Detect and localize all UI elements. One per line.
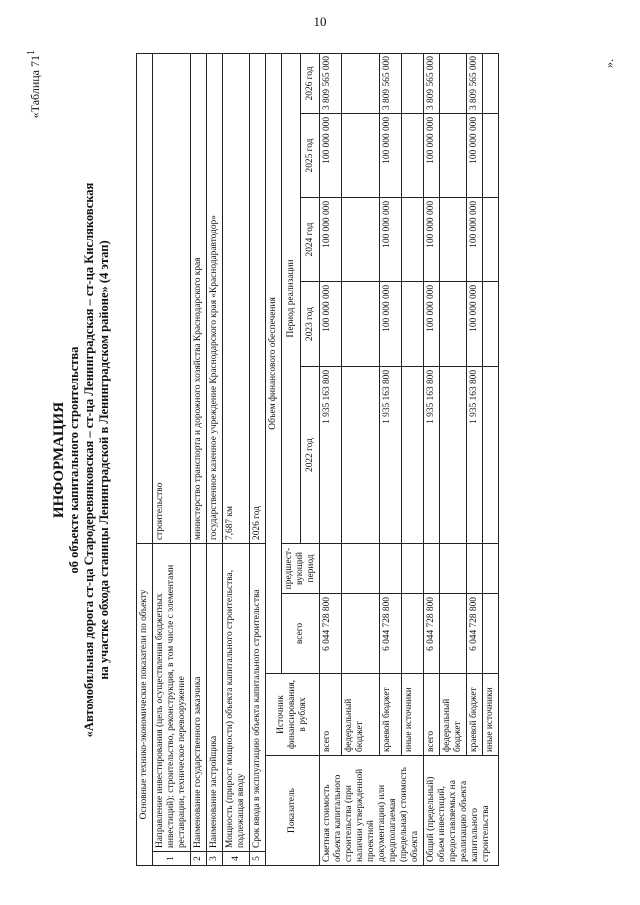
year-header: 2023 год xyxy=(301,281,320,366)
year-value xyxy=(440,366,467,543)
funding-source: краевой бюджет xyxy=(379,674,401,756)
row-label: Наименование государственного заказчика xyxy=(191,543,207,851)
row-value: 7,687 км xyxy=(223,53,250,543)
finance-row xyxy=(483,53,499,865)
total-value: 6 044 728 800 xyxy=(424,594,440,674)
row-number: 5 xyxy=(250,852,266,866)
row-value: 2026 год xyxy=(250,53,266,543)
year-value: 100 000 000 xyxy=(467,113,483,197)
year-value xyxy=(483,366,499,543)
row-label: Срок ввода в эксплуатацию объекта капитального строительства xyxy=(250,543,266,851)
info-row xyxy=(223,53,250,865)
year-value xyxy=(401,113,423,197)
funding-source: иные источники xyxy=(483,674,499,756)
main-indicators-header: Основные технико-экономические показатели по объекту xyxy=(137,543,153,865)
year-value: 100 000 000 xyxy=(320,113,342,197)
funding-source: всего xyxy=(320,674,342,756)
year-header: 2026 год xyxy=(301,53,320,113)
row-value: государственное казенное учреждение Краснодарского края «Краснодаравтодор» xyxy=(207,53,223,543)
prev-period-value xyxy=(379,543,401,593)
year-value: 100 000 000 xyxy=(467,197,483,281)
year-value xyxy=(342,53,379,113)
year-value: 100 000 000 xyxy=(467,281,483,366)
total-value: 6 044 728 800 xyxy=(320,594,342,674)
row-number: 1 xyxy=(153,852,191,866)
year-value xyxy=(342,366,379,543)
info-row xyxy=(207,53,223,865)
year-value: 3 809 565 000 xyxy=(320,53,342,113)
total-value xyxy=(440,594,467,674)
year-value: 100 000 000 xyxy=(320,197,342,281)
total-value xyxy=(483,594,499,674)
funding-source: иные источники xyxy=(401,674,423,756)
year-value: 1 935 163 800 xyxy=(467,366,483,543)
year-header: 2025 год xyxy=(301,113,320,197)
info-row xyxy=(191,53,207,865)
row-number: 3 xyxy=(207,852,223,866)
year-value xyxy=(483,113,499,197)
year-value xyxy=(342,113,379,197)
prev-period-value xyxy=(440,543,467,593)
year-value xyxy=(401,281,423,366)
object-name-line-1: «Автомобильная дорога ст-ца Стародеревянковская – ст-ца Ленинградская – ст-ца Кисляковская xyxy=(82,182,96,738)
indicator-label: Общий (предельный) объем инвестиций, предоставляемых на реализацию объекта капитального строительства xyxy=(424,756,499,866)
period-header: Период реализации xyxy=(282,53,301,543)
total-value xyxy=(342,594,379,674)
finance-row xyxy=(342,53,379,865)
closing-mark: ». xyxy=(602,59,616,68)
total-value xyxy=(401,594,423,674)
year-header: 2024 год xyxy=(301,197,320,281)
page-number: 10 xyxy=(313,14,327,29)
info-row xyxy=(153,53,191,865)
prev-period-header: предшест-вующий период xyxy=(282,543,320,593)
finance-row xyxy=(424,53,440,865)
prev-period-value xyxy=(424,543,440,593)
finance-row xyxy=(379,53,401,865)
total-value: 6 044 728 800 xyxy=(467,594,483,674)
total-value: 6 044 728 800 xyxy=(379,594,401,674)
row-label: Мощность (прирост мощности) объекта капитального строительства, подлежащая вводу xyxy=(223,543,250,851)
year-value xyxy=(483,197,499,281)
table-label: «Таблица $71^1$ xyxy=(26,50,42,119)
object-name-line-2: на участке обхода станицы Ленинградской в Ленинградском районе» (4 этап) xyxy=(97,240,111,680)
finance-row xyxy=(467,53,483,865)
year-value: 100 000 000 xyxy=(320,281,342,366)
row-label: Наименование застройщика xyxy=(207,543,223,851)
year-value xyxy=(483,281,499,366)
row-number: 4 xyxy=(223,852,250,866)
year-value: 100 000 000 xyxy=(379,197,401,281)
indicator-label: Сметная стоимость объекта капитального строительства (при наличии утвержденной проектной документации) или предполагаемая (предельная) стоимость объекта xyxy=(320,756,424,866)
document-heading xyxy=(52,40,112,880)
row-value: строительство xyxy=(153,53,191,543)
year-value xyxy=(342,197,379,281)
year-value xyxy=(401,53,423,113)
year-value xyxy=(440,197,467,281)
year-value: 1 935 163 800 xyxy=(379,366,401,543)
year-value xyxy=(440,53,467,113)
indicator-header: Показатель xyxy=(266,756,320,866)
funding-source: краевой бюджет xyxy=(467,674,483,756)
year-value xyxy=(342,281,379,366)
year-value: 3 809 565 000 xyxy=(467,53,483,113)
funding-source: федеральный бюджет xyxy=(440,674,467,756)
volume-header: Объем финансового обеспечения xyxy=(266,53,282,673)
prev-period-value xyxy=(483,543,499,593)
year-value: 100 000 000 xyxy=(424,197,440,281)
finance-row xyxy=(401,53,423,865)
year-value xyxy=(483,53,499,113)
finance-row xyxy=(320,53,342,865)
year-value: 1 935 163 800 xyxy=(320,366,342,543)
prev-period-value xyxy=(401,543,423,593)
year-value: 1 935 163 800 xyxy=(424,366,440,543)
prev-period-value xyxy=(342,543,379,593)
year-value: 3 809 565 000 xyxy=(424,53,440,113)
year-value xyxy=(440,113,467,197)
year-value xyxy=(401,197,423,281)
document-title: ИНФОРМАЦИЯ xyxy=(51,401,67,519)
row-value: министерство транспорта и дорожного хозяйства Краснодарского края xyxy=(191,53,207,543)
year-value xyxy=(401,366,423,543)
funding-source: федеральный бюджет xyxy=(342,674,379,756)
rotated-page-content xyxy=(22,40,632,880)
prev-period-value xyxy=(467,543,483,593)
row-label: Направление инвестирования (цель осуществления бюджетных инвестиций): строительство, реконструкция, в том числе с элементами реставрации, техническое перевооружение xyxy=(153,543,191,851)
row-number: 2 xyxy=(191,852,207,866)
year-value: 100 000 000 xyxy=(379,113,401,197)
total-header: всего xyxy=(282,594,320,674)
year-value: 100 000 000 xyxy=(379,281,401,366)
year-header: 2022 год xyxy=(301,366,320,543)
document-subtitle: об объекте капитального строительства xyxy=(67,346,81,574)
year-value: 100 000 000 xyxy=(424,281,440,366)
finance-row xyxy=(440,53,467,865)
info-row xyxy=(250,53,266,865)
funding-source: всего xyxy=(424,674,440,756)
object-info-table xyxy=(136,53,499,866)
prev-period-value xyxy=(320,543,342,593)
source-header: Источник финансирования, в рублях xyxy=(266,674,320,756)
year-value: 100 000 000 xyxy=(424,113,440,197)
year-value xyxy=(440,281,467,366)
year-value: 3 809 565 000 xyxy=(379,53,401,113)
